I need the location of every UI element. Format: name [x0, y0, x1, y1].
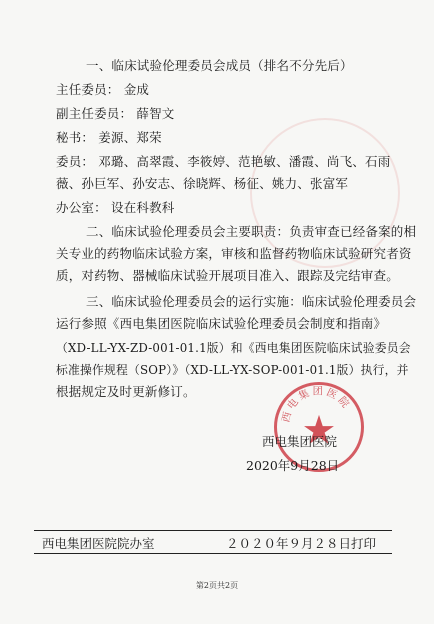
- svg-text:西电集团医院: [280, 385, 354, 423]
- section2-line-2: 关专业的药物临床试验方案，审核和监督药物临床试验研究者资: [56, 246, 412, 261]
- office-line: [56, 200, 175, 216]
- office-value: 设在科教科: [111, 200, 175, 215]
- footer-print-date: ２０２０年９月２８日打印: [226, 536, 377, 551]
- seal-ring-text: 西电集团医院: [279, 385, 354, 424]
- page-number: 第2页共2页: [195, 581, 239, 590]
- chair-label: 主任委员：: [56, 82, 120, 97]
- chair-line: [56, 82, 149, 98]
- members-line-1: [56, 154, 390, 170]
- section3-line-1: 三、临床试验伦理委员会的运行实施：临床试验伦理委员会: [86, 294, 417, 309]
- signature-org: 西电集团医院: [262, 434, 338, 449]
- vice-chair-line: [56, 106, 175, 122]
- section3-line-3: （XD-LL-YX-ZD-001-01.1版）和《西电集团医院临床试验委员会: [56, 341, 411, 355]
- section3-line-4: 标准操作规程（SOP）》（XD-LL-YX-SOP-001-01.1版）执行，并: [56, 363, 409, 377]
- vice-chair-label: 副主任委员：: [56, 106, 133, 121]
- office-label: 办公室：: [56, 200, 107, 215]
- secretary-label: 秘书：: [56, 130, 95, 145]
- section2-line-3: 质，对药物、器械临床试验开展项目准入、跟踪及完结审查。: [56, 268, 399, 283]
- footer-top-rule: [34, 530, 392, 531]
- signature-date: 2020年9月28日: [246, 458, 340, 473]
- section3-line-5: 根据规定及时更新修订。: [56, 384, 196, 399]
- footer-bottom-rule: [34, 553, 392, 554]
- chair-name: 金成: [123, 82, 150, 97]
- vice-chair-name: 薛智文: [136, 106, 175, 121]
- members-names-1: 邓璐、高翠霞、李筱婷、范艳敏、潘霞、尚飞、石雨: [98, 154, 391, 169]
- secretary-line: [56, 130, 162, 146]
- footer-office: 西电集团医院院办室: [42, 536, 155, 551]
- section2-line-1: 二、临床试验伦理委员会主要职责：负责审查已经备案的相: [86, 224, 417, 239]
- section3-line-2: 运行参照《西电集团医院临床试验伦理委员会制度和指南》: [56, 316, 387, 331]
- members-line-2: 薇、孙巨军、孙安志、徐晓辉、杨征、姚力、张富军: [56, 176, 349, 191]
- members-label: 委员：: [56, 154, 95, 169]
- secretary-names: 姜源、郑荣: [98, 130, 162, 145]
- section1-title: 一、临床试验伦理委员会成员（排名不分先后）: [86, 58, 353, 73]
